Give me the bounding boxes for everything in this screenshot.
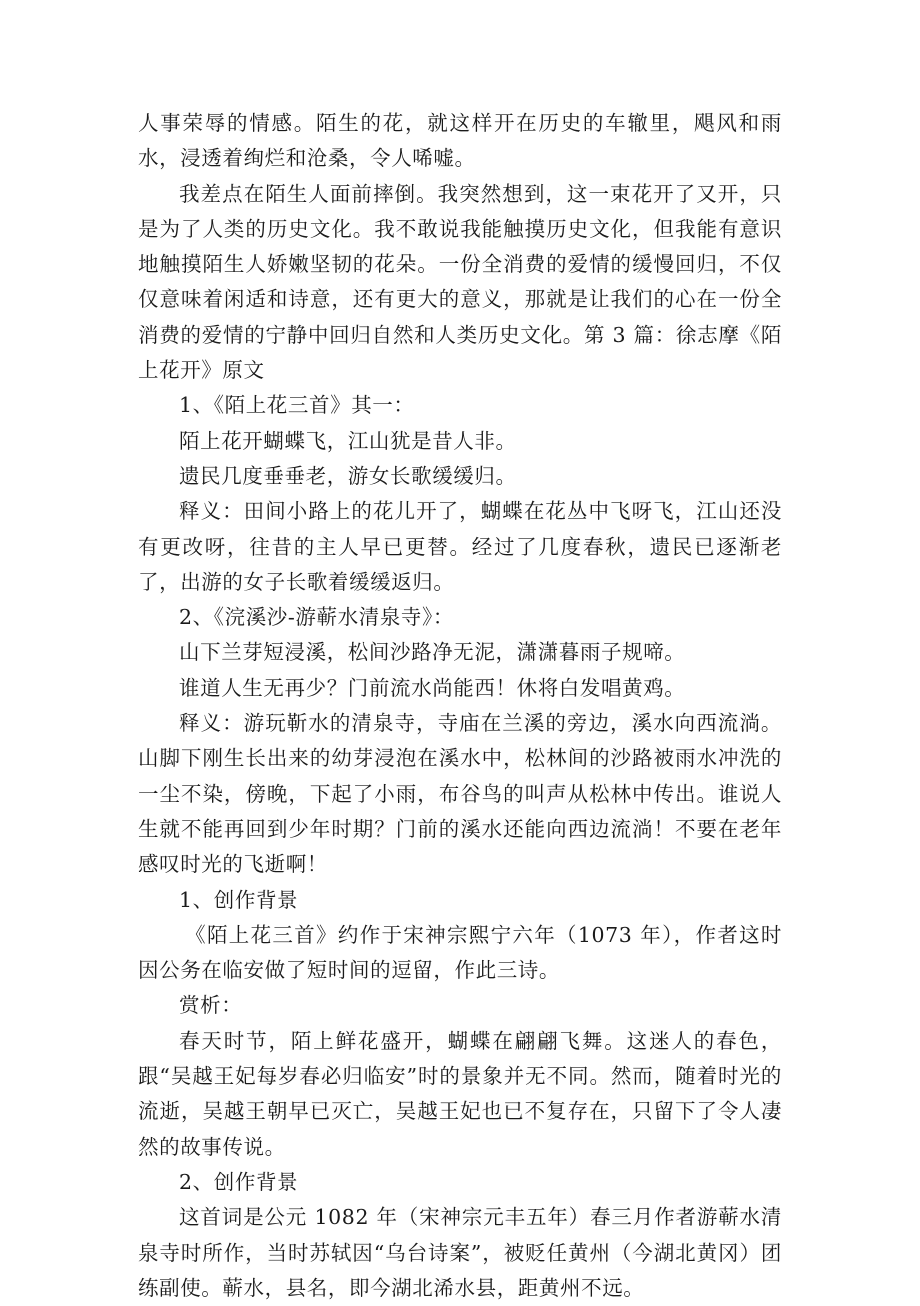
paragraph: 这首词是公元 1082 年（宋神宗元丰五年）春三月作者游蕲水清泉寺时所作，当时苏轼因“乌台诗案”，被贬任黄州（今湖北黄冈）团练副使。蕲水，县名，即今湖北浠水县，距黄州不远。 bbox=[138, 1205, 782, 1300]
paragraph: 我差点在陌生人面前摔倒。我突然想到，这一束花开了又开，只是为了人类的历史文化。我不敢说我能触摸历史文化，但我能有意识地触摸陌生人娇嫩坚韧的花朵。一份全消费的爱情的缓慢回归，不仅仅意味着闲适和诗意，还有更大的意义，那就是让我们的心在一份全消费的爱情的宁静中回归自然和人类历史文化。第 3 篇：徐志摩《陌上花开》原文 bbox=[138, 181, 782, 383]
poem-line: 陌上花开蝴蝶飞，江山犹是昔人非。 bbox=[179, 428, 517, 453]
paragraph: 人事荣辱的情感。陌生的花，就这样开在历史的车辙里，飓风和雨水，浸透着绚烂和沧桑，令人唏嘘。 bbox=[138, 111, 782, 171]
list-item-heading: 1、《陌上花三首》其一： bbox=[179, 393, 415, 418]
poem-line: 山下兰芽短浸溪，松间沙路净无泥，潇潇暮雨子规啼。 bbox=[179, 640, 686, 665]
section-heading: 2、创作背景 bbox=[179, 1169, 299, 1194]
paragraph: 春天时节，陌上鲜花盛开，蝴蝶在翩翩飞舞。这迷人的春色，跟“吴越王妃每岁春必归临安”时的景象并无不同。然而，随着时光的流逝，吴越王朝早已灭亡，吴越王妃也已不复存在，只留下了令人凄然的故事传说。 bbox=[138, 1028, 782, 1159]
poem-line: 谁道人生无再少？门前流水尚能西！休将白发唱黄鸡。 bbox=[179, 675, 686, 700]
paragraph: 《陌上花三首》约作于宋神宗熙宁六年（1073 年），作者这时因公务在临安做了短时间的逗留，作此三诗。 bbox=[138, 922, 782, 983]
list-item-heading: 2、《浣溪沙-游蕲水清泉寺》： bbox=[179, 605, 454, 630]
paragraph: 释义：田间小路上的花儿开了，蝴蝶在花丛中飞呀飞，江山还没有更改呀，往昔的主人早已更替。经过了几度春秋，遗民已逐渐老了，出游的女子长歌着缓缓返归。 bbox=[138, 499, 782, 594]
poem-line: 遗民几度垂垂老，游女长歌缓缓归。 bbox=[179, 463, 517, 488]
paragraph: 释义：游玩靳水的清泉寺，寺庙在兰溪的旁边，溪水向西流淌。山脚下刚生长出来的幼芽浸泡在溪水中，松林间的沙路被雨水冲洗的一尘不染，傍晚，下起了小雨，布谷鸟的叫声从松林中传出。谁说人生就不能再回到少年时期？门前的溪水还能向西边流淌！不要在老年感叹时光的飞逝啊！ bbox=[138, 711, 782, 877]
section-heading: 赏析： bbox=[179, 993, 243, 1018]
document-page bbox=[138, 106, 782, 1306]
section-heading: 1、创作背景 bbox=[179, 887, 299, 912]
